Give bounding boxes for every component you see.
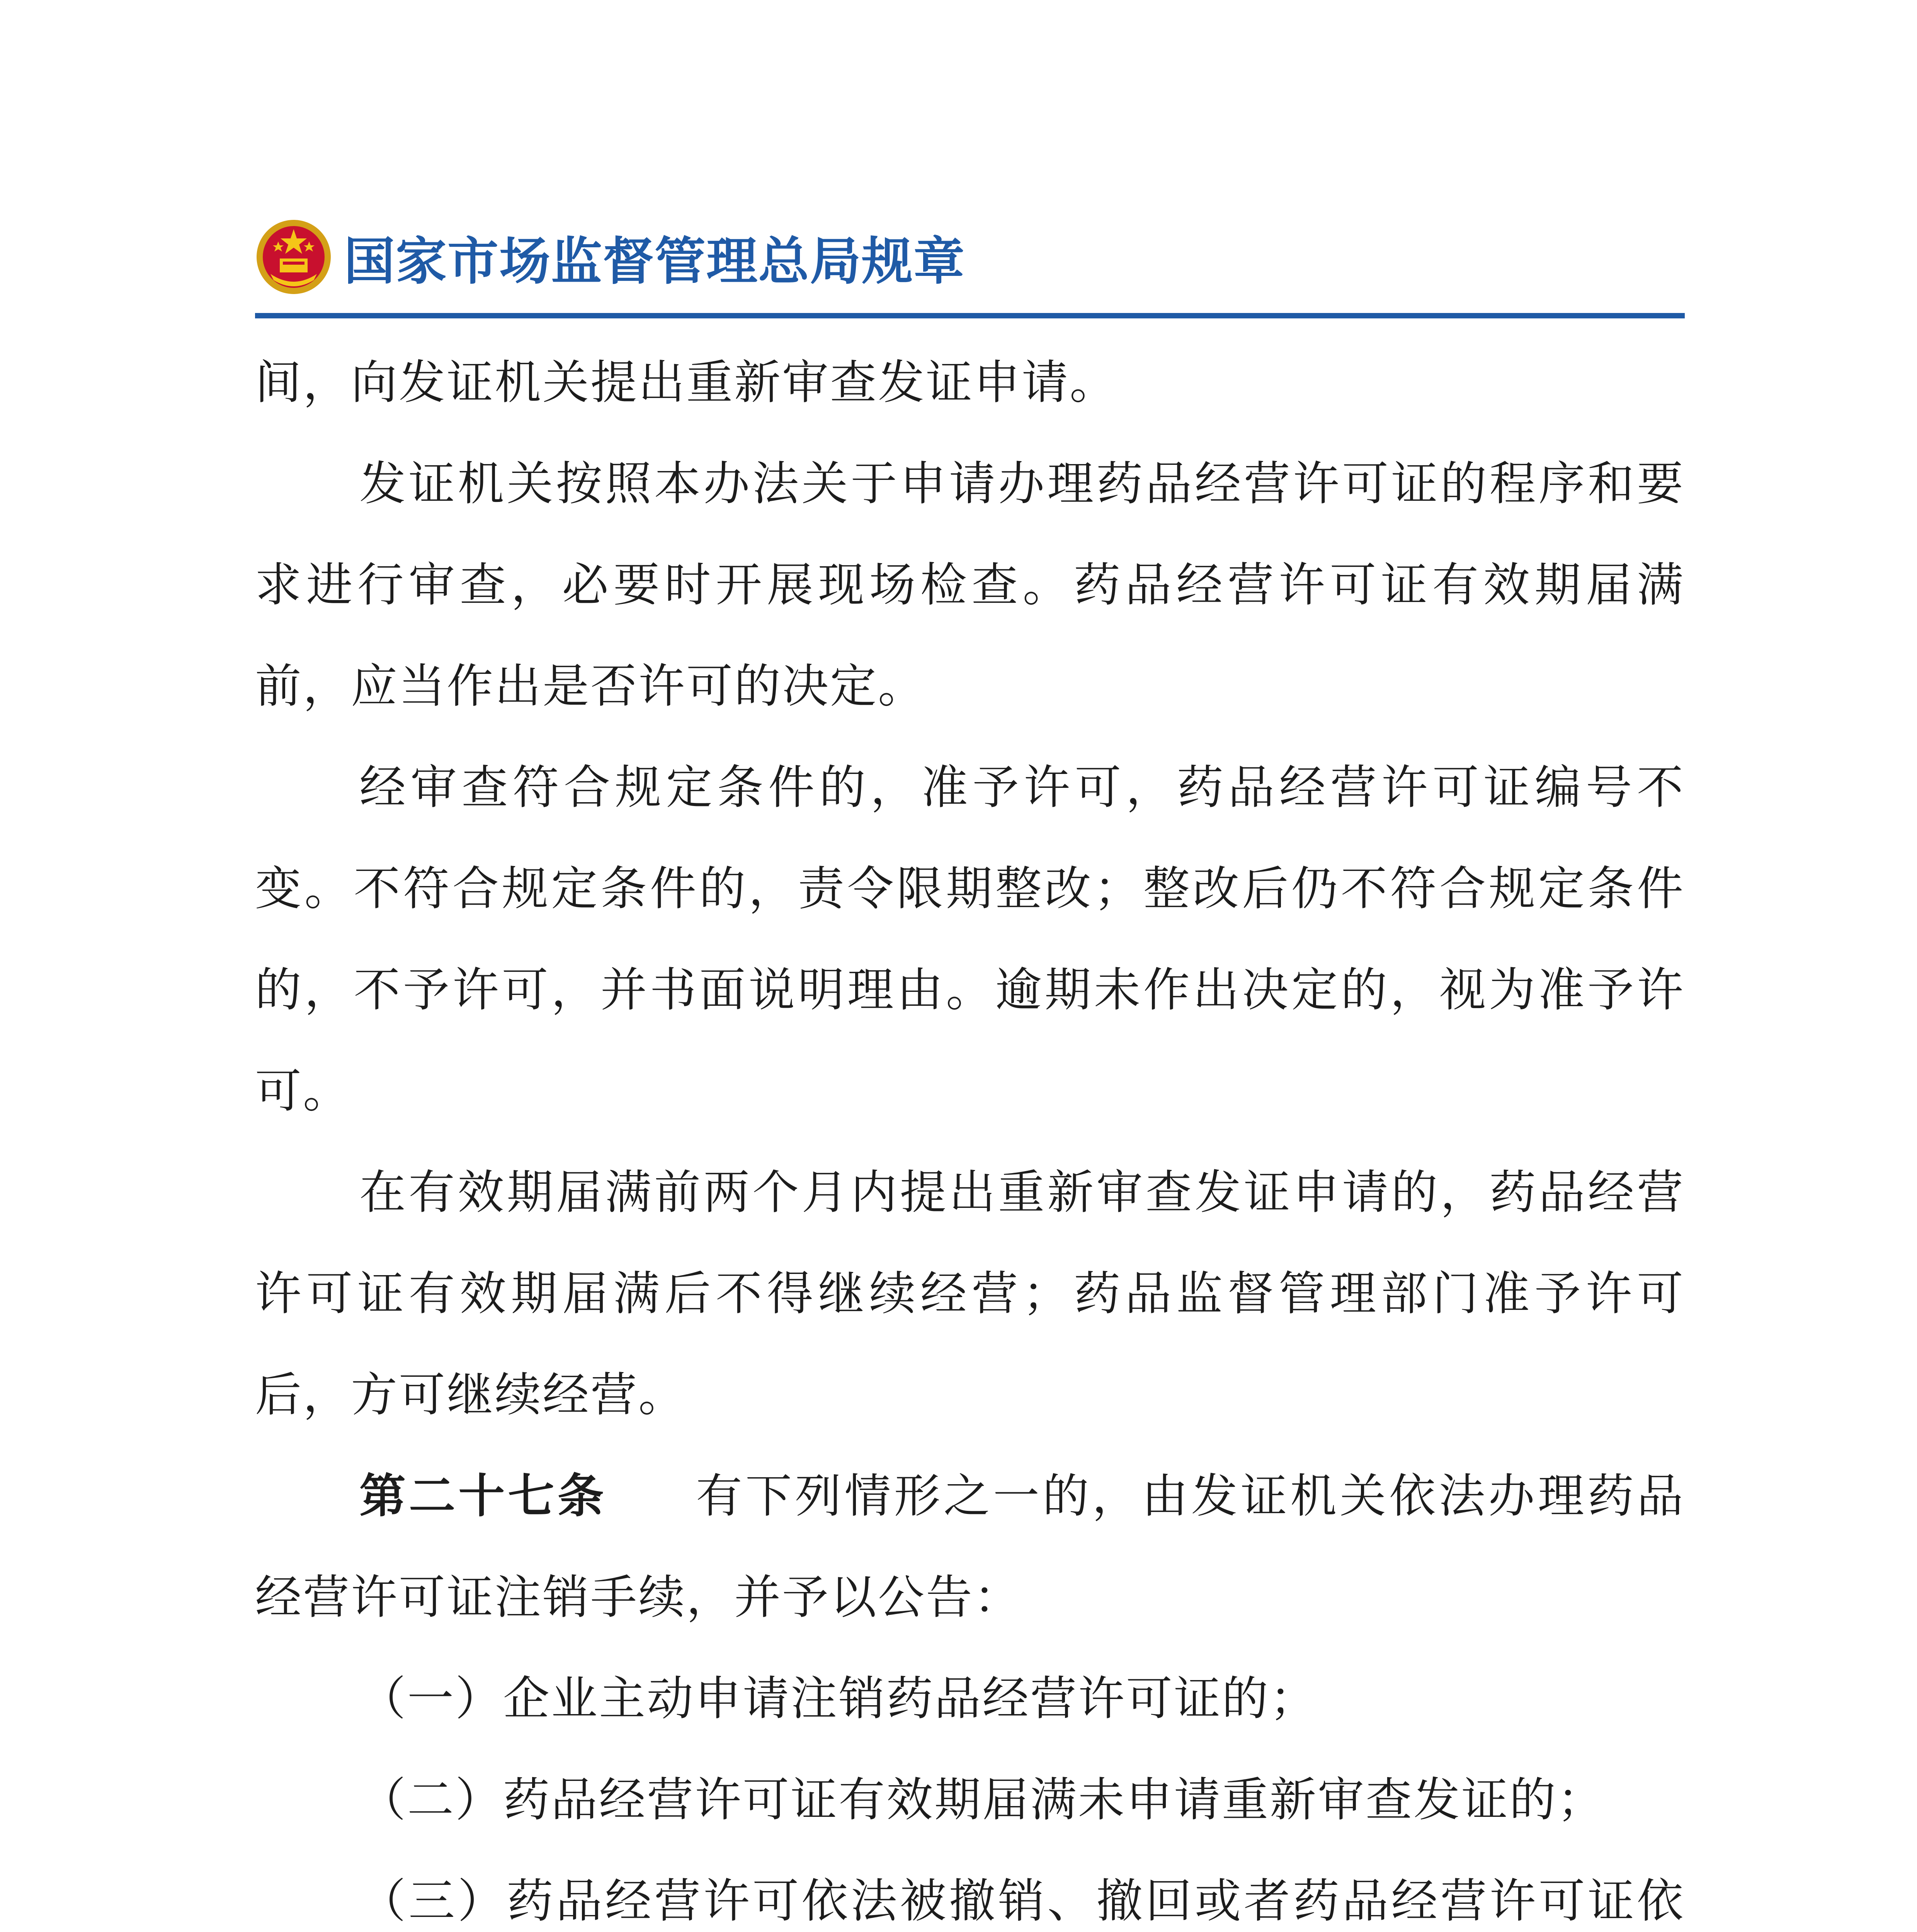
header-title: 国家市场监督管理总局规章 — [344, 232, 965, 291]
article-text: 有下列情形之一的，由发证机关依法办理药品经营许可证注销手续，并予以公告： — [255, 1469, 1685, 1624]
document-body — [255, 332, 1685, 1932]
page-header — [255, 211, 965, 303]
list-item: （一）企业主动申请注销药品经营许可证的； — [359, 1672, 1318, 1726]
article-27 — [255, 1446, 1685, 1648]
paragraph: 发证机关按照本办法关于申请办理药品经营许可证的程序和要求进行审查，必要时开展现场检查。药品经营许可证有效期届满前，应当作出是否许可的决定。 — [255, 457, 1685, 713]
paragraph-continuation: 间，向发证机关提出重新审查发证申请。 — [255, 356, 1118, 410]
paragraph: 经审查符合规定条件的，准予许可，药品经营许可证编号不变。不符合规定条件的，责令限期整改；整改后仍不符合规定条件的，不予许可，并书面说明理由。逾期未作出决定的，视为准予许可。 — [255, 761, 1685, 1118]
list-item: （二）药品经营许可证有效期届满未申请重新审查发证的； — [359, 1773, 1605, 1827]
paragraph: 在有效期届满前两个月内提出重新审查发证申请的，药品经营许可证有效期届满后不得继续经营；药品监督管理部门准予许可后，方可继续经营。 — [255, 1166, 1685, 1422]
national-emblem-icon — [255, 218, 332, 296]
list-item: （三）药品经营许可依法被撤销、撤回或者药品经营许可证依 — [359, 1874, 1685, 1928]
article-label: 第二十七条 — [359, 1469, 607, 1523]
header-divider — [255, 313, 1685, 318]
